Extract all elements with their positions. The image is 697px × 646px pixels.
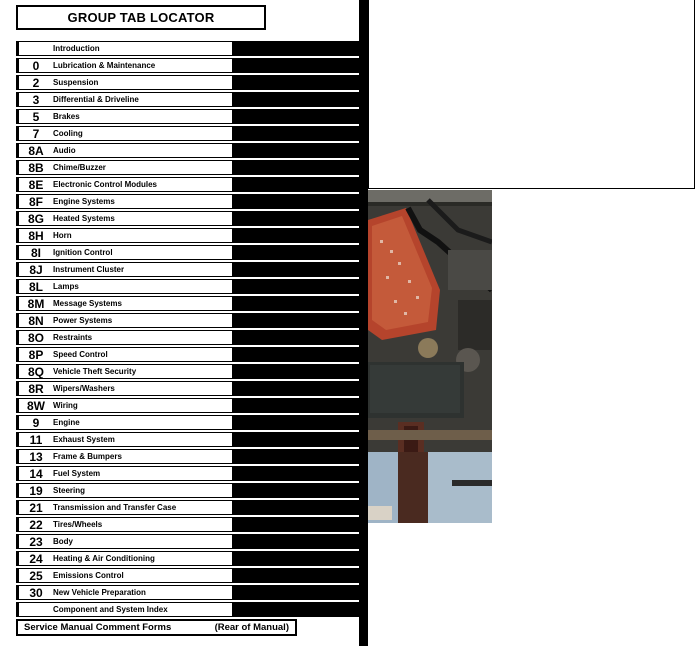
tab-row[interactable] (16, 398, 359, 413)
tab-row[interactable] (16, 415, 359, 430)
tab-row[interactable] (16, 313, 359, 328)
tab-label: Wiring (53, 401, 78, 410)
tab-edge-marker (232, 398, 359, 413)
tab-edge-marker (232, 517, 359, 532)
tab-label-area (16, 160, 232, 175)
tab-number: 8M (27, 296, 45, 311)
tab-row[interactable] (16, 92, 359, 107)
tab-label-area (16, 551, 232, 566)
tab-edge-marker (232, 415, 359, 430)
tab-edge-marker (232, 262, 359, 277)
tab-label-area (16, 313, 232, 328)
tab-number: 8A (28, 143, 44, 158)
tab-edge-marker (232, 466, 359, 481)
tab-row[interactable] (16, 466, 359, 481)
tab-row[interactable] (16, 449, 359, 464)
tab-row[interactable] (16, 41, 359, 56)
tab-edge-marker (232, 160, 359, 175)
blank-panel (368, 0, 695, 189)
tab-label-area (16, 364, 232, 379)
tab-label: Suspension (53, 78, 99, 87)
tab-edge-marker (232, 126, 359, 141)
tab-edge-marker (232, 143, 359, 158)
tab-label-area (16, 279, 232, 294)
tab-edge-marker (232, 109, 359, 124)
tab-row[interactable] (16, 568, 359, 583)
tab-number: 25 (29, 568, 43, 583)
tab-edge-marker (232, 177, 359, 192)
tab-number: 2 (32, 75, 40, 90)
tab-number: 9 (32, 415, 40, 430)
tab-label-area (16, 211, 232, 226)
tab-label-area (16, 296, 232, 311)
tab-label-area (16, 58, 232, 73)
tab-edge-marker (232, 449, 359, 464)
tab-number: 23 (29, 534, 43, 549)
tab-label-area (16, 381, 232, 396)
tab-label: Engine (53, 418, 80, 427)
tab-number: 8H (28, 228, 44, 243)
tab-row[interactable] (16, 330, 359, 345)
tab-label: Brakes (53, 112, 80, 121)
comment-forms-location: (Rear of Manual) (214, 622, 289, 633)
engine-photo-graphic (368, 190, 492, 523)
tab-edge-marker (232, 568, 359, 583)
tab-number: 13 (29, 449, 43, 464)
tab-label-area (16, 534, 232, 549)
tab-edge-marker (232, 245, 359, 260)
tab-number: 8P (28, 347, 44, 362)
tab-label-area (16, 483, 232, 498)
tab-label: Introduction (53, 44, 100, 53)
tab-edge-marker (232, 347, 359, 362)
page-divider (359, 0, 368, 646)
tab-number: 8O (27, 330, 44, 345)
tab-edge-marker (232, 381, 359, 396)
tab-number: 8Q (27, 364, 44, 379)
tab-edge-marker (232, 602, 359, 617)
page-title: GROUP TAB LOCATOR (16, 5, 266, 30)
tab-label: Emissions Control (53, 571, 124, 580)
tab-label: Exhaust System (53, 435, 115, 444)
tab-edge-marker (232, 279, 359, 294)
tab-label: Frame & Bumpers (53, 452, 122, 461)
tab-edge-marker (232, 483, 359, 498)
tab-row[interactable] (16, 279, 359, 294)
tab-number: 8N (28, 313, 44, 328)
tab-row[interactable] (16, 432, 359, 447)
tab-label-area (16, 500, 232, 515)
tab-list (16, 41, 359, 619)
tab-label-area (16, 347, 232, 362)
tab-label: Vehicle Theft Security (53, 367, 137, 376)
tab-number: 14 (29, 466, 43, 481)
tab-number: 8L (28, 279, 43, 294)
tab-number: 8F (28, 194, 43, 209)
tab-label-area (16, 330, 232, 345)
tab-label: Instrument Cluster (53, 265, 125, 274)
tab-label: Engine Systems (53, 197, 115, 206)
tab-label-area (16, 602, 232, 617)
tab-label-area (16, 466, 232, 481)
tab-row[interactable] (16, 551, 359, 566)
tab-label-area (16, 432, 232, 447)
tab-number: 30 (29, 585, 43, 600)
tab-number: 0 (32, 58, 40, 73)
tab-label: Message Systems (53, 299, 122, 308)
tab-number: 8W (27, 398, 45, 413)
tab-label: New Vehicle Preparation (53, 588, 146, 597)
tab-edge-marker (232, 534, 359, 549)
tab-edge-marker (232, 364, 359, 379)
tab-label: Ignition Control (53, 248, 113, 257)
tab-edge-marker (232, 211, 359, 226)
tab-row[interactable] (16, 245, 359, 260)
tab-label-area (16, 126, 232, 141)
tab-row[interactable] (16, 75, 359, 90)
tab-label-area (16, 415, 232, 430)
tab-label: Differential & Driveline (53, 95, 139, 104)
tab-label: Audio (53, 146, 76, 155)
tab-label: Heating & Air Conditioning (53, 554, 155, 563)
comment-forms-box[interactable] (16, 619, 297, 636)
tab-label: Speed Control (53, 350, 108, 359)
tab-edge-marker (232, 432, 359, 447)
tab-row[interactable] (16, 177, 359, 192)
tab-label-area (16, 109, 232, 124)
tab-row[interactable] (16, 483, 359, 498)
tab-number: 8E (28, 177, 44, 192)
tab-label: Electronic Control Modules (53, 180, 158, 189)
tab-edge-marker (232, 551, 359, 566)
tab-edge-marker (232, 194, 359, 209)
tab-label-area (16, 568, 232, 583)
tab-row[interactable] (16, 296, 359, 311)
tab-row[interactable] (16, 160, 359, 175)
tab-number: 24 (29, 551, 43, 566)
tab-label: Horn (53, 231, 72, 240)
tab-label-area (16, 398, 232, 413)
tab-label-area (16, 517, 232, 532)
tab-label: Heated Systems (53, 214, 115, 223)
tab-label: Steering (53, 486, 86, 495)
tab-row[interactable] (16, 602, 359, 617)
tab-row[interactable] (16, 585, 359, 600)
tab-label: Component and System Index (53, 605, 168, 614)
tab-label: Body (53, 537, 73, 546)
tab-label-area (16, 585, 232, 600)
tab-label: Transmission and Transfer Case (53, 503, 177, 512)
tab-label-area (16, 262, 232, 277)
tab-edge-marker (232, 92, 359, 107)
tab-number: 8J (29, 262, 43, 277)
tab-row[interactable] (16, 381, 359, 396)
tab-edge-marker (232, 313, 359, 328)
tab-label: Chime/Buzzer (53, 163, 106, 172)
tab-number: 21 (29, 500, 43, 515)
tab-row[interactable] (16, 500, 359, 515)
tab-label-area (16, 228, 232, 243)
tab-label-area (16, 449, 232, 464)
tab-row[interactable] (16, 211, 359, 226)
tab-row[interactable] (16, 58, 359, 73)
tab-row[interactable] (16, 109, 359, 124)
tab-label: Tires/Wheels (53, 520, 103, 529)
tab-row[interactable] (16, 228, 359, 243)
tab-row[interactable] (16, 347, 359, 362)
tab-label: Fuel System (53, 469, 101, 478)
tab-label: Restraints (53, 333, 93, 342)
tab-edge-marker (232, 330, 359, 345)
tab-number: 19 (29, 483, 43, 498)
tab-edge-marker (232, 500, 359, 515)
tab-label-area (16, 41, 232, 56)
tab-label-area (16, 143, 232, 158)
tab-label-area (16, 245, 232, 260)
tab-row[interactable] (16, 262, 359, 277)
tab-number: 5 (32, 109, 40, 124)
tab-label: Cooling (53, 129, 83, 138)
tab-row[interactable] (16, 143, 359, 158)
tab-row[interactable] (16, 364, 359, 379)
engine-bay-photo (368, 190, 492, 523)
tab-number: 8B (28, 160, 44, 175)
tab-number: 7 (32, 126, 40, 141)
comment-forms-label: Service Manual Comment Forms (24, 622, 172, 633)
tab-row[interactable] (16, 517, 359, 532)
tab-label: Wipers/Washers (53, 384, 115, 393)
tab-edge-marker (232, 58, 359, 73)
tab-number: 8R (28, 381, 44, 396)
tab-label-area (16, 194, 232, 209)
tab-label: Power Systems (53, 316, 113, 325)
tab-edge-marker (232, 41, 359, 56)
tab-number: 22 (29, 517, 43, 532)
tab-edge-marker (232, 75, 359, 90)
tab-label: Lamps (53, 282, 79, 291)
tab-edge-marker (232, 296, 359, 311)
tab-row[interactable] (16, 126, 359, 141)
tab-label-area (16, 92, 232, 107)
tab-label-area (16, 75, 232, 90)
tab-number: 11 (29, 432, 43, 447)
tab-row[interactable] (16, 534, 359, 549)
tab-number: 3 (32, 92, 40, 107)
tab-label-area (16, 177, 232, 192)
tab-row[interactable] (16, 194, 359, 209)
tab-number: 8G (27, 211, 44, 226)
tab-edge-marker (232, 585, 359, 600)
tab-edge-marker (232, 228, 359, 243)
tab-label: Lubrication & Maintenance (53, 61, 156, 70)
tab-number: 8I (30, 245, 41, 260)
